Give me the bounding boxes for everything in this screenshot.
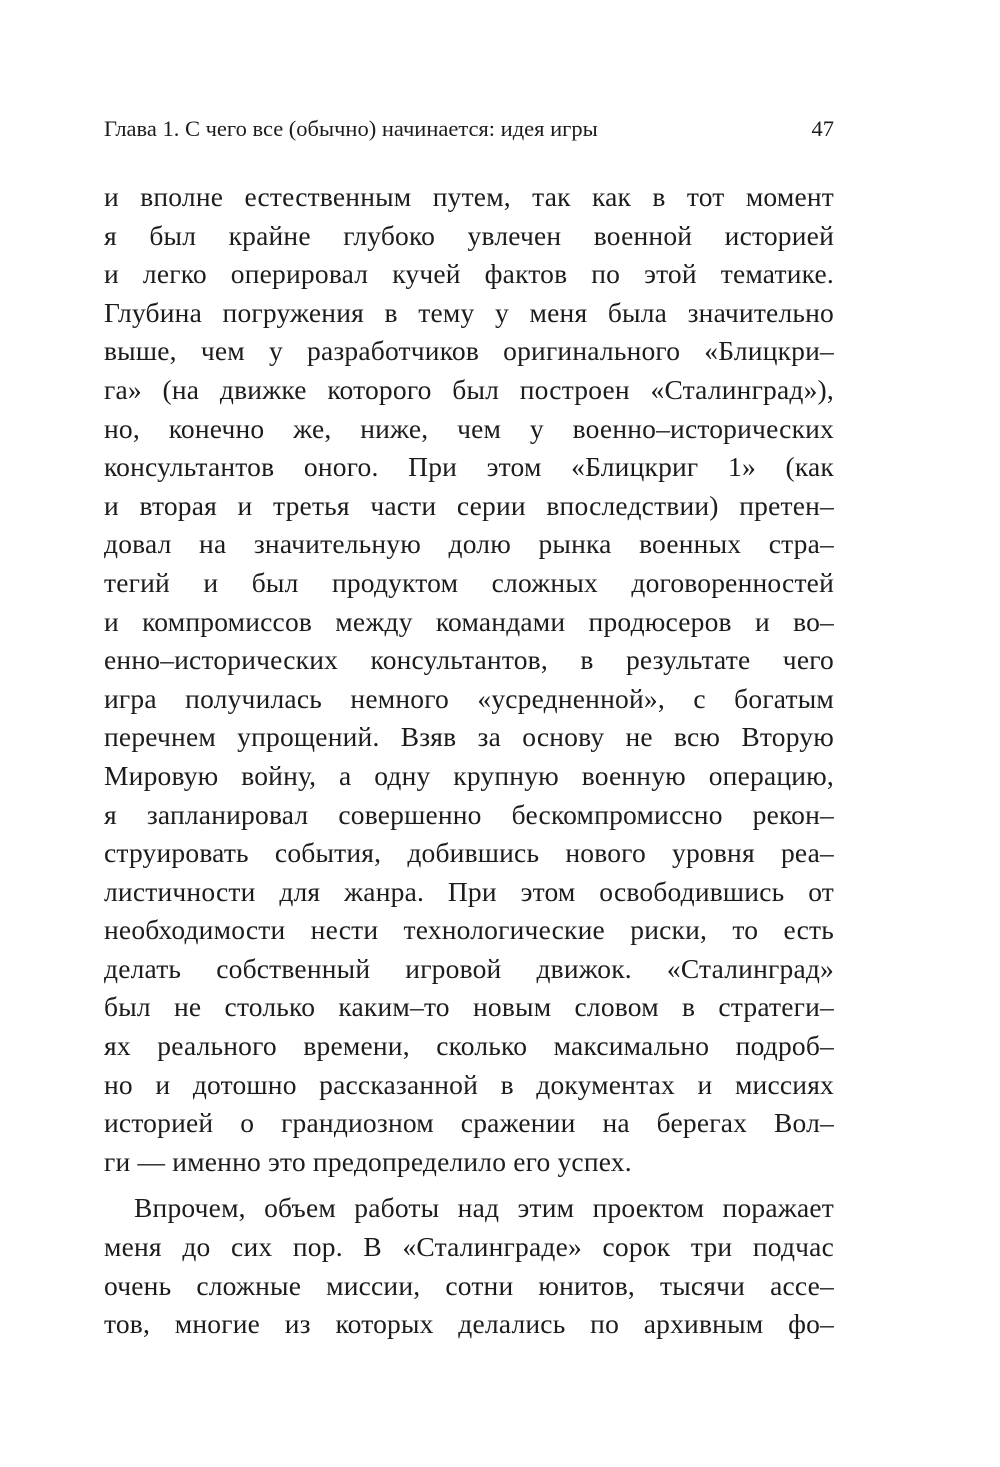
text-line: довал на значительную долю рынка военных стра– xyxy=(104,528,834,560)
text-line: ги — именно это предопределило его успех. xyxy=(104,1145,632,1177)
text-line: историей о грандиозном сражении на берегах Вол– xyxy=(104,1107,834,1139)
text-line: делать собственный игровой движок. «Сталинград» xyxy=(104,952,834,984)
text-line: меня до сих пор. В «Сталинграде» сорок три подчас xyxy=(104,1231,834,1263)
paragraph xyxy=(104,1189,834,1343)
text-line: но, конечно же, ниже, чем у военно–исторических xyxy=(104,412,834,444)
text-line: листичности для жанра. При этом освободившись от xyxy=(104,875,834,907)
text-line: необходимости нести технологические риски, то есть xyxy=(104,914,834,946)
text-line: я был крайне глубоко увлечен военной историей xyxy=(104,219,834,251)
text-line: игра получилась немного «усредненной», с богатым xyxy=(104,682,834,714)
text-line: га» (на движке которого был построен «Сталинград»), xyxy=(104,373,834,405)
text-line: тегий и был продуктом сложных договоренностей xyxy=(104,566,834,598)
running-head xyxy=(104,114,834,144)
text-line: консультантов оного. При этом «Блицкриг 1» (как xyxy=(104,451,834,483)
text-line: енно–исторических консультантов, в результате чего xyxy=(104,644,834,676)
text-line: но и дотошно рассказанной в документах и миссиях xyxy=(104,1068,834,1100)
text-line: Впрочем, объем работы над этим проектом поражает xyxy=(134,1192,834,1224)
text-line: Глубина погружения в тему у меня была значительно xyxy=(104,296,834,328)
text-line: и легко оперировал кучей фактов по этой тематике. xyxy=(104,258,834,290)
text-line: тов, многие из которых делались по архивным фо– xyxy=(104,1308,834,1340)
page-number: 47 xyxy=(811,116,834,141)
text-line: выше, чем у разработчиков оригинального «Блицкри– xyxy=(104,335,834,367)
text-line: ях реального времени, сколько максимально подроб– xyxy=(104,1030,834,1062)
text-line: Мировую войну, а одну крупную военную операцию, xyxy=(104,759,834,791)
text-line: и вторая и третья части серии впоследствии) претен– xyxy=(104,489,834,521)
text-line: струировать события, добившись нового уровня реа– xyxy=(104,837,834,869)
text-line: был не столько каким–то новым словом в стратеги– xyxy=(104,991,834,1023)
paragraph xyxy=(104,178,834,1181)
text-line: очень сложные миссии, сотни юнитов, тысячи ассе– xyxy=(104,1269,834,1301)
text-line: и вполне естественным путем, так как в тот момент xyxy=(104,181,834,212)
text-line: перечнем упрощений. Взяв за основу не всю Вторую xyxy=(104,721,834,753)
text-line: и компромиссов между командами продюсеров и во– xyxy=(104,605,834,637)
body-text xyxy=(104,178,834,1344)
chapter-title: Глава 1. С чего все (обычно) начинается: идея игры xyxy=(104,116,598,141)
text-line: я запланировал совершенно бескомпромиссно рекон– xyxy=(104,798,834,830)
